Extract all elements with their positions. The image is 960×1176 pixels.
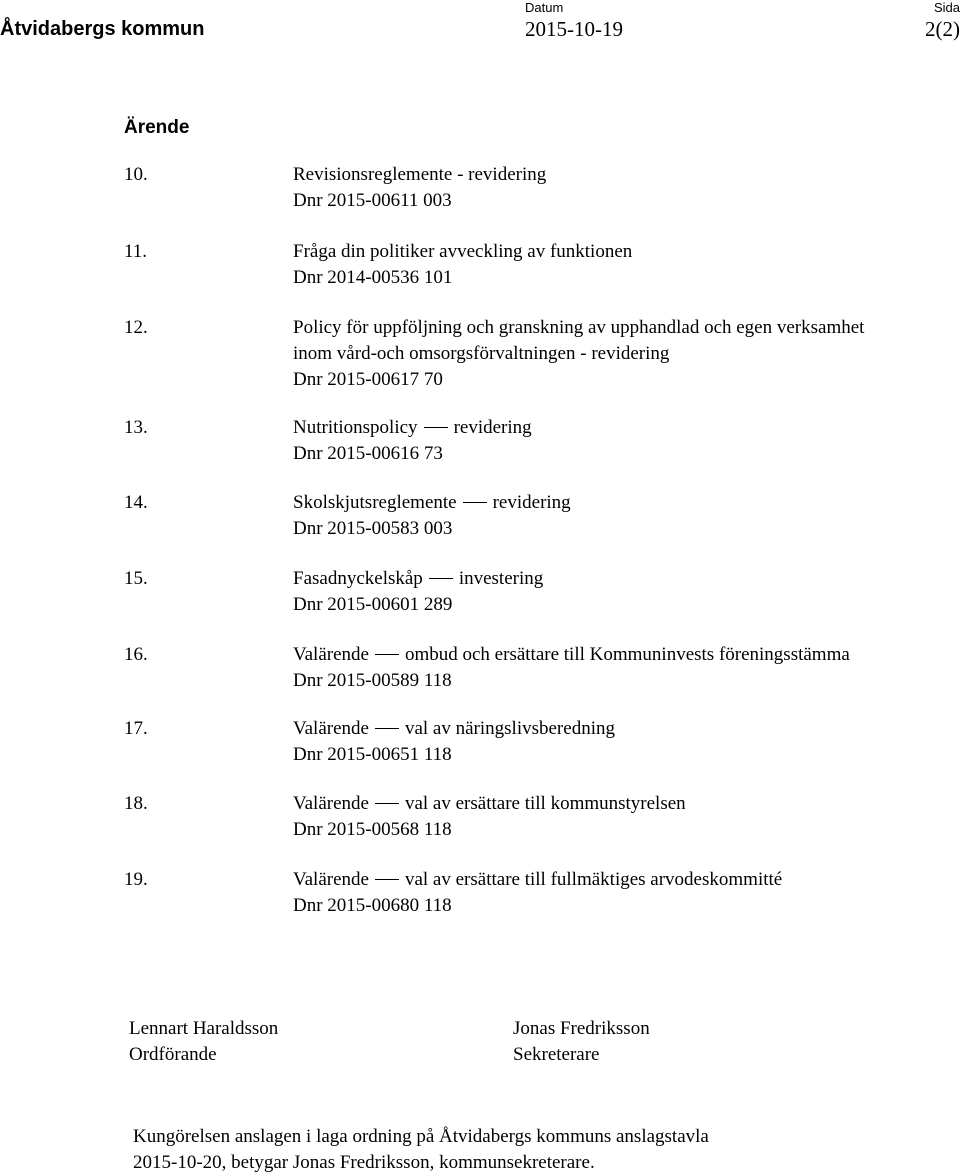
item-number: 13. bbox=[124, 417, 148, 438]
item-number: 19. bbox=[124, 869, 148, 890]
signer-role: Ordförande bbox=[129, 1044, 217, 1065]
item-title bbox=[293, 716, 615, 742]
item-dnr: Dnr 2015-00617 70 bbox=[293, 369, 443, 390]
item-title: Policy för uppföljning och granskning av upphandlad och egen verksamhet bbox=[293, 317, 865, 338]
item-number: 15. bbox=[124, 568, 148, 589]
signature-block-secretary bbox=[513, 1016, 650, 1068]
notice-line: 2015-10-20, betygar Jonas Fredriksson, kommunsekreterare. bbox=[133, 1152, 595, 1173]
dash-separator bbox=[375, 803, 399, 804]
item-title: Revisionsreglemente - revidering bbox=[293, 164, 547, 185]
item-title-main: Valärende bbox=[293, 793, 369, 814]
item-title-main: Nutritionspolicy bbox=[293, 417, 418, 438]
date-label: Datum bbox=[525, 0, 564, 15]
page-label: Sida bbox=[933, 0, 960, 15]
item-title-main: Valärende bbox=[293, 644, 369, 665]
item-number: 11. bbox=[124, 241, 148, 262]
item-number: 18. bbox=[124, 793, 148, 814]
organization-name: Åtvidabergs kommun bbox=[0, 18, 205, 40]
item-dnr: Dnr 2015-00680 118 bbox=[293, 895, 452, 916]
item-dnr: Dnr 2014-00536 101 bbox=[293, 267, 453, 288]
item-title-continued: inom vård-och omsorgsförvaltningen - revidering bbox=[293, 343, 670, 364]
item-title bbox=[293, 791, 686, 817]
publication-notice bbox=[133, 1124, 709, 1176]
section-heading: Ärende bbox=[124, 117, 190, 138]
page-number: 2(2) bbox=[925, 17, 960, 41]
item-title bbox=[293, 415, 532, 441]
item-title-suffix: investering bbox=[458, 568, 544, 589]
item-dnr: Dnr 2015-00601 289 bbox=[293, 594, 453, 615]
item-title bbox=[293, 642, 850, 668]
dash-separator bbox=[375, 879, 399, 880]
item-number: 14. bbox=[124, 492, 148, 513]
signer-role: Sekreterare bbox=[513, 1044, 600, 1065]
item-number: 10. bbox=[124, 164, 148, 185]
item-title-suffix: ombud och ersättare till Kommuninvests föreningsstämma bbox=[404, 644, 850, 665]
item-title-suffix: val av ersättare till kommunstyrelsen bbox=[404, 793, 686, 814]
dash-separator bbox=[424, 427, 448, 428]
item-title bbox=[293, 867, 782, 893]
item-title-suffix: revidering bbox=[492, 492, 571, 513]
item-title-suffix: val av ersättare till fullmäktiges arvodeskommitté bbox=[404, 869, 783, 890]
item-title-main: Fasadnyckelskåp bbox=[293, 568, 423, 589]
item-title bbox=[293, 566, 543, 592]
date-value: 2015-10-19 bbox=[525, 17, 623, 41]
item-dnr: Dnr 2015-00583 003 bbox=[293, 518, 453, 539]
item-number: 16. bbox=[124, 644, 148, 665]
item-dnr: Dnr 2015-00589 118 bbox=[293, 670, 452, 691]
item-title bbox=[293, 490, 571, 516]
item-title-main: Skolskjutsreglemente bbox=[293, 492, 457, 513]
dash-separator bbox=[375, 654, 399, 655]
item-title-suffix: revidering bbox=[453, 417, 532, 438]
notice-line: Kungörelsen anslagen i laga ordning på Åtvidabergs kommuns anslagstavla bbox=[133, 1126, 709, 1147]
item-dnr: Dnr 2015-00568 118 bbox=[293, 819, 452, 840]
item-title: Fråga din politiker avveckling av funktionen bbox=[293, 241, 633, 262]
item-dnr: Dnr 2015-00611 003 bbox=[293, 190, 452, 211]
item-dnr: Dnr 2015-00616 73 bbox=[293, 443, 443, 464]
dash-separator bbox=[375, 728, 399, 729]
signer-name: Lennart Haraldsson bbox=[129, 1018, 279, 1039]
item-title-main: Valärende bbox=[293, 718, 369, 739]
item-number: 17. bbox=[124, 718, 148, 739]
item-dnr: Dnr 2015-00651 118 bbox=[293, 744, 452, 765]
item-title-suffix: val av näringslivsberedning bbox=[404, 718, 615, 739]
item-number: 12. bbox=[124, 317, 148, 338]
dash-separator bbox=[429, 578, 453, 579]
signer-name: Jonas Fredriksson bbox=[513, 1018, 650, 1039]
signature-block-chair bbox=[129, 1016, 278, 1068]
item-title-main: Valärende bbox=[293, 869, 369, 890]
dash-separator bbox=[463, 502, 487, 503]
